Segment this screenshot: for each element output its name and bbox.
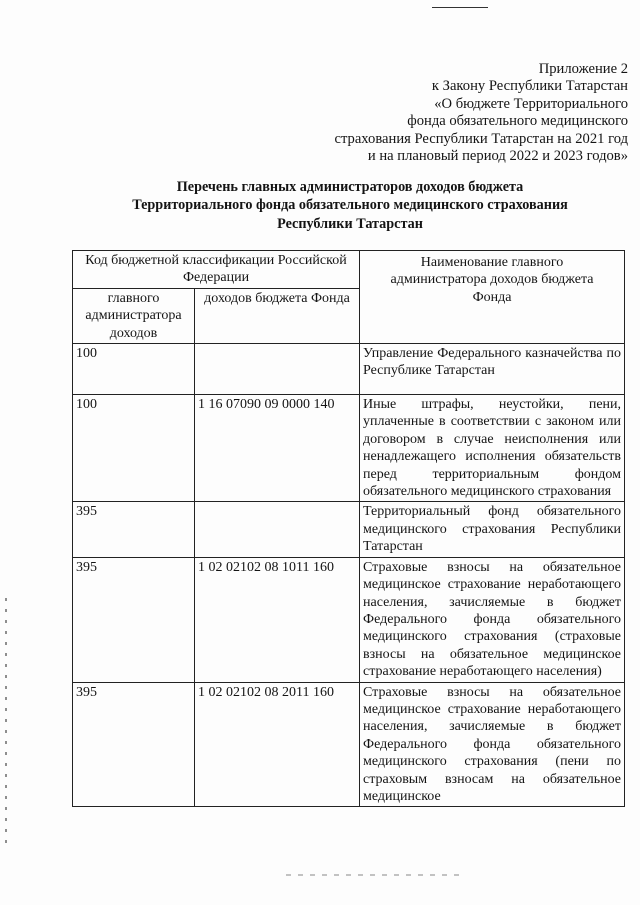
table-row — [73, 395, 625, 502]
table-row — [73, 344, 625, 395]
table-row — [73, 502, 625, 557]
admin-code-cell: 100 — [73, 344, 195, 395]
scan-edge-marks — [5, 598, 7, 848]
appendix-line: фонда обязательного медицинского — [407, 113, 628, 130]
appendix-line: «О бюджете Территориального — [434, 95, 628, 112]
appendix-line: к Закону Республики Татарстан — [431, 78, 628, 95]
admin-code-cell: 100 — [73, 395, 195, 502]
admin-code-cell: 395 — [73, 557, 195, 682]
scan-bottom-smudge — [286, 874, 466, 876]
header-admin-name: Наименование главного администратора доходов бюджета Фонда — [360, 251, 625, 344]
income-code-cell — [195, 502, 360, 557]
header-income-code: доходов бюджета Фонда — [195, 288, 360, 343]
income-code-cell: 1 02 02102 08 2011 160 — [195, 682, 360, 807]
admin-code-cell: 395 — [73, 682, 195, 807]
top-scan-line — [432, 7, 488, 8]
admin-name-cell: Страховые взносы на обязательное медицинское страхование неработающего населения, зачисляемые в бюджет Федерального фонда обязательного медицинского страхования (страховые взносы на обязательное медицинское страхование неработающего населения) — [360, 557, 625, 682]
title-line: Республики Татарстан — [277, 215, 423, 232]
appendix-line: страхования Республики Татарстан на 2021 год — [334, 130, 628, 147]
table-row — [73, 557, 625, 682]
table-row — [73, 682, 625, 807]
admin-name-cell: Иные штрафы, неустойки, пени, уплаченные в соответствии с законом или договором в случае неисполнения или ненадлежащего исполнения обязательств перед территориальным фондом обязательного медицинского страхования — [360, 395, 625, 502]
admin-name-cell: Управление Федерального казначейства по Республике Татарстан — [360, 344, 625, 395]
income-code-cell: 1 02 02102 08 1011 160 — [195, 557, 360, 682]
table-header-row — [73, 251, 625, 289]
appendix-line: и на плановый период 2022 и 2023 годов» — [367, 148, 628, 165]
header-code-group: Код бюджетной классификации Российской Федерации — [73, 251, 360, 289]
appendix-line: Приложение 2 — [538, 61, 628, 77]
admin-name-cell: Страховые взносы на обязательное медицинское страхование неработающего населения, зачисляемые в бюджет Федерального фонда обязательного медицинского страхования (пени по страховым взносам на обязательное медицинское — [360, 682, 625, 807]
document-title — [40, 178, 640, 233]
income-code-cell: 1 16 07090 09 0000 140 — [195, 395, 360, 502]
appendix-note — [334, 61, 628, 165]
admin-code-cell: 395 — [73, 502, 195, 557]
admin-name-cell: Территориальный фонд обязательного медицинского страхования Республики Татарстан — [360, 502, 625, 557]
income-code-cell — [195, 344, 360, 395]
title-line: Территориального фонда обязательного медицинского страхования — [132, 197, 568, 214]
administrators-table — [72, 250, 625, 807]
header-admin-code: главного администратора доходов — [73, 288, 195, 343]
title-line: Перечень главных администраторов доходов бюджета — [176, 179, 524, 195]
